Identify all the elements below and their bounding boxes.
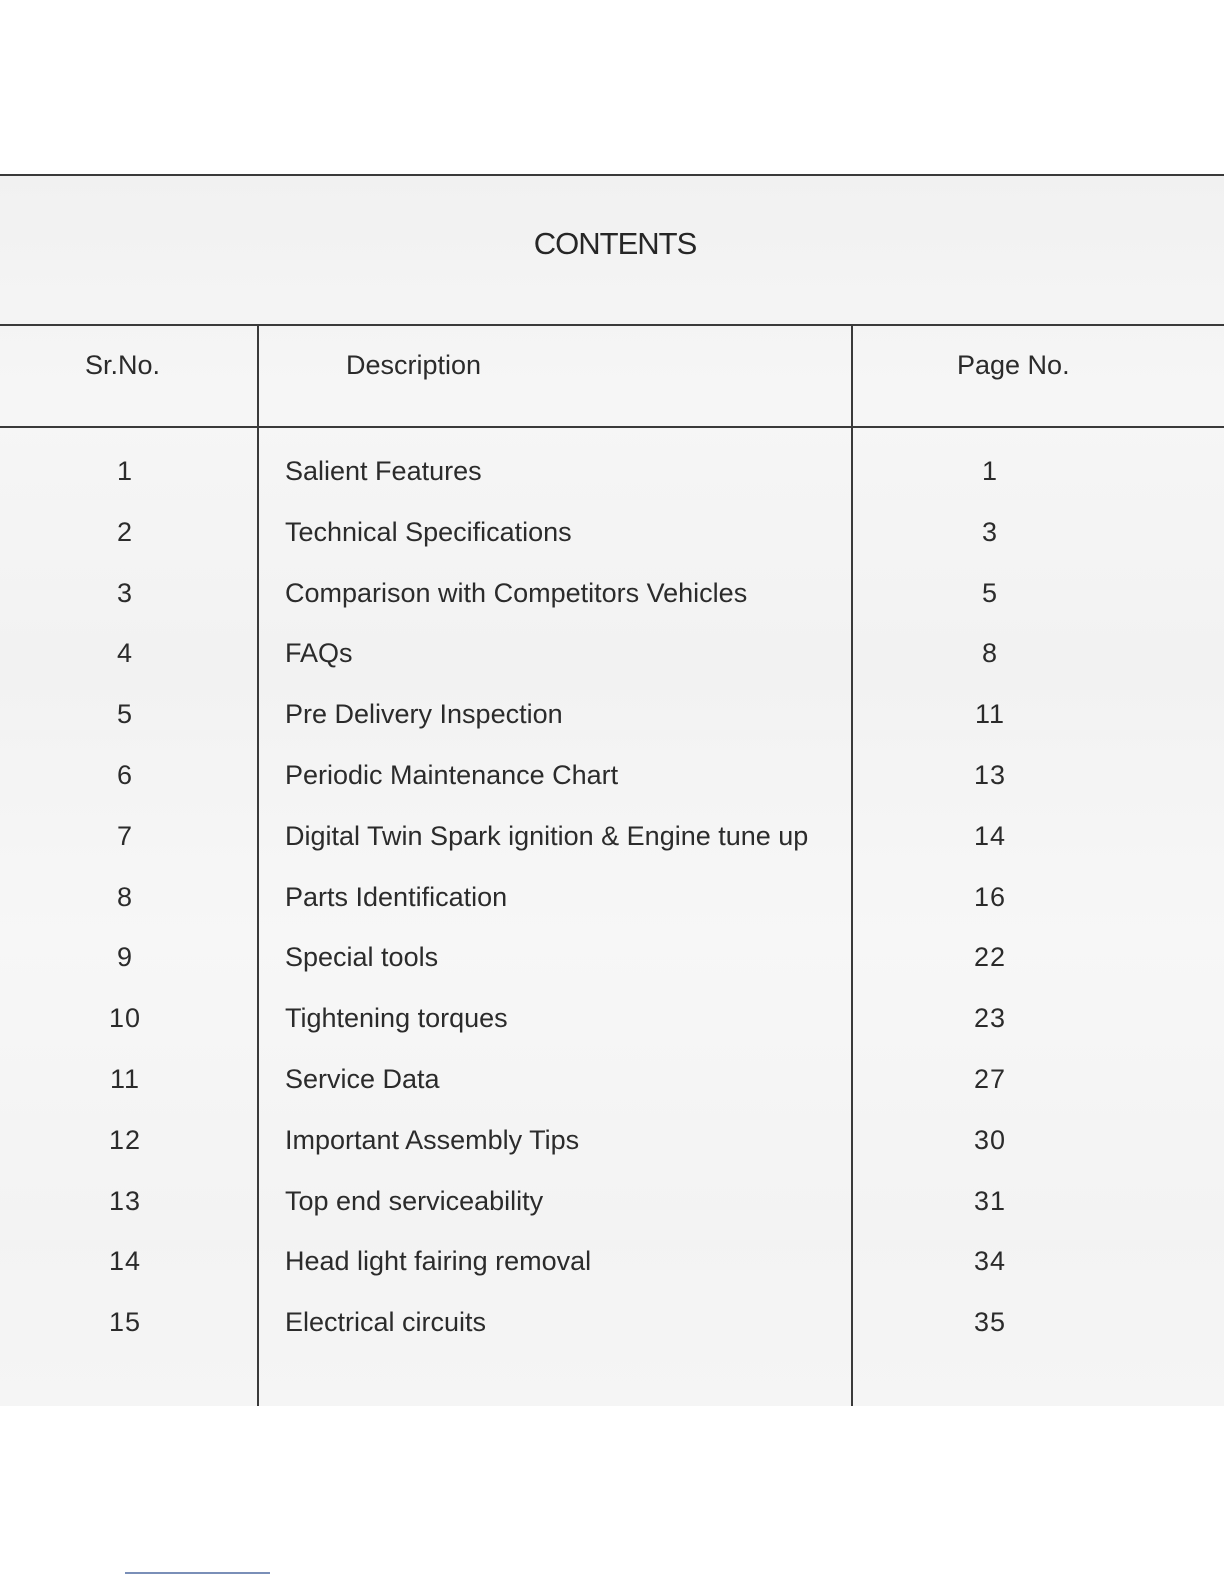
row-page-no: 31 [973,1185,1007,1216]
row-page-no: 23 [973,1003,1007,1034]
table-row [0,699,1224,760]
row-page-no: 16 [973,881,1007,912]
row-description: Service Data [285,1063,440,1094]
row-description: Electrical circuits [285,1307,487,1338]
row-page-no: 27 [973,1063,1007,1094]
contents-sheet [0,174,1224,1406]
row-sr-no: 15 [108,1307,142,1338]
row-sr-no: 5 [116,699,134,730]
header-sr-no: Sr.No. [85,350,161,380]
footer-rule [125,1572,270,1574]
row-page-no: 35 [973,1307,1007,1338]
row-page-no: 5 [981,577,999,608]
row-description: Important Assembly Tips [285,1124,580,1155]
table-row [0,638,1224,699]
row-page-no: 14 [973,820,1007,851]
table-row [0,1003,1224,1064]
table-row [0,517,1224,578]
row-sr-no: 4 [116,638,134,669]
row-description: FAQs [285,638,353,669]
row-sr-no: 2 [116,516,134,547]
row-page-no: 13 [973,759,1007,790]
row-description: Pre Delivery Inspection [285,699,563,730]
table-row [0,1186,1224,1247]
row-description: Special tools [285,942,439,973]
row-sr-no: 9 [116,942,134,973]
header-description: Description [346,350,482,380]
row-description: Salient Features [285,456,482,486]
table-row [0,1125,1224,1186]
row-description: Periodic Maintenance Chart [285,759,619,790]
row-page-no: 8 [981,638,999,669]
page-title: CONTENTS [533,226,697,261]
header-page-no: Page No. [957,350,1070,380]
row-page-no: 1 [981,456,999,486]
row-sr-no: 1 [116,456,134,486]
row-sr-no: 10 [108,1003,142,1034]
table-row [0,1307,1224,1368]
table-row [0,456,1224,517]
table-row [0,1246,1224,1307]
table-row [0,578,1224,639]
row-sr-no: 13 [108,1185,142,1216]
row-sr-no: 8 [116,881,134,912]
table-header-row [0,326,1224,428]
row-page-no: 34 [973,1246,1007,1277]
row-sr-no: 3 [116,577,134,608]
table-row [0,821,1224,882]
table-row [0,882,1224,943]
row-page-no: 30 [973,1124,1007,1155]
table-row [0,760,1224,821]
row-page-no: 11 [974,699,1006,730]
row-sr-no: 7 [116,820,134,851]
row-description: Head light fairing removal [285,1246,592,1277]
contents-table-body [0,456,1224,1368]
row-sr-no: 6 [116,759,134,790]
row-sr-no: 14 [108,1246,142,1277]
row-sr-no: 12 [108,1124,142,1155]
row-page-no: 3 [981,516,999,547]
row-description: Tightening torques [285,1003,508,1034]
row-description: Comparison with Competitors Vehicles [285,577,748,608]
row-description: Top end serviceability [285,1185,544,1216]
title-band [0,176,1224,326]
table-row [0,1064,1224,1125]
row-sr-no: 11 [109,1063,141,1094]
row-page-no: 22 [973,942,1007,973]
row-description: Parts Identification [285,881,508,912]
row-description: Technical Specifications [285,516,572,547]
table-row [0,942,1224,1003]
row-description: Digital Twin Spark ignition & Engine tune up [285,820,809,851]
